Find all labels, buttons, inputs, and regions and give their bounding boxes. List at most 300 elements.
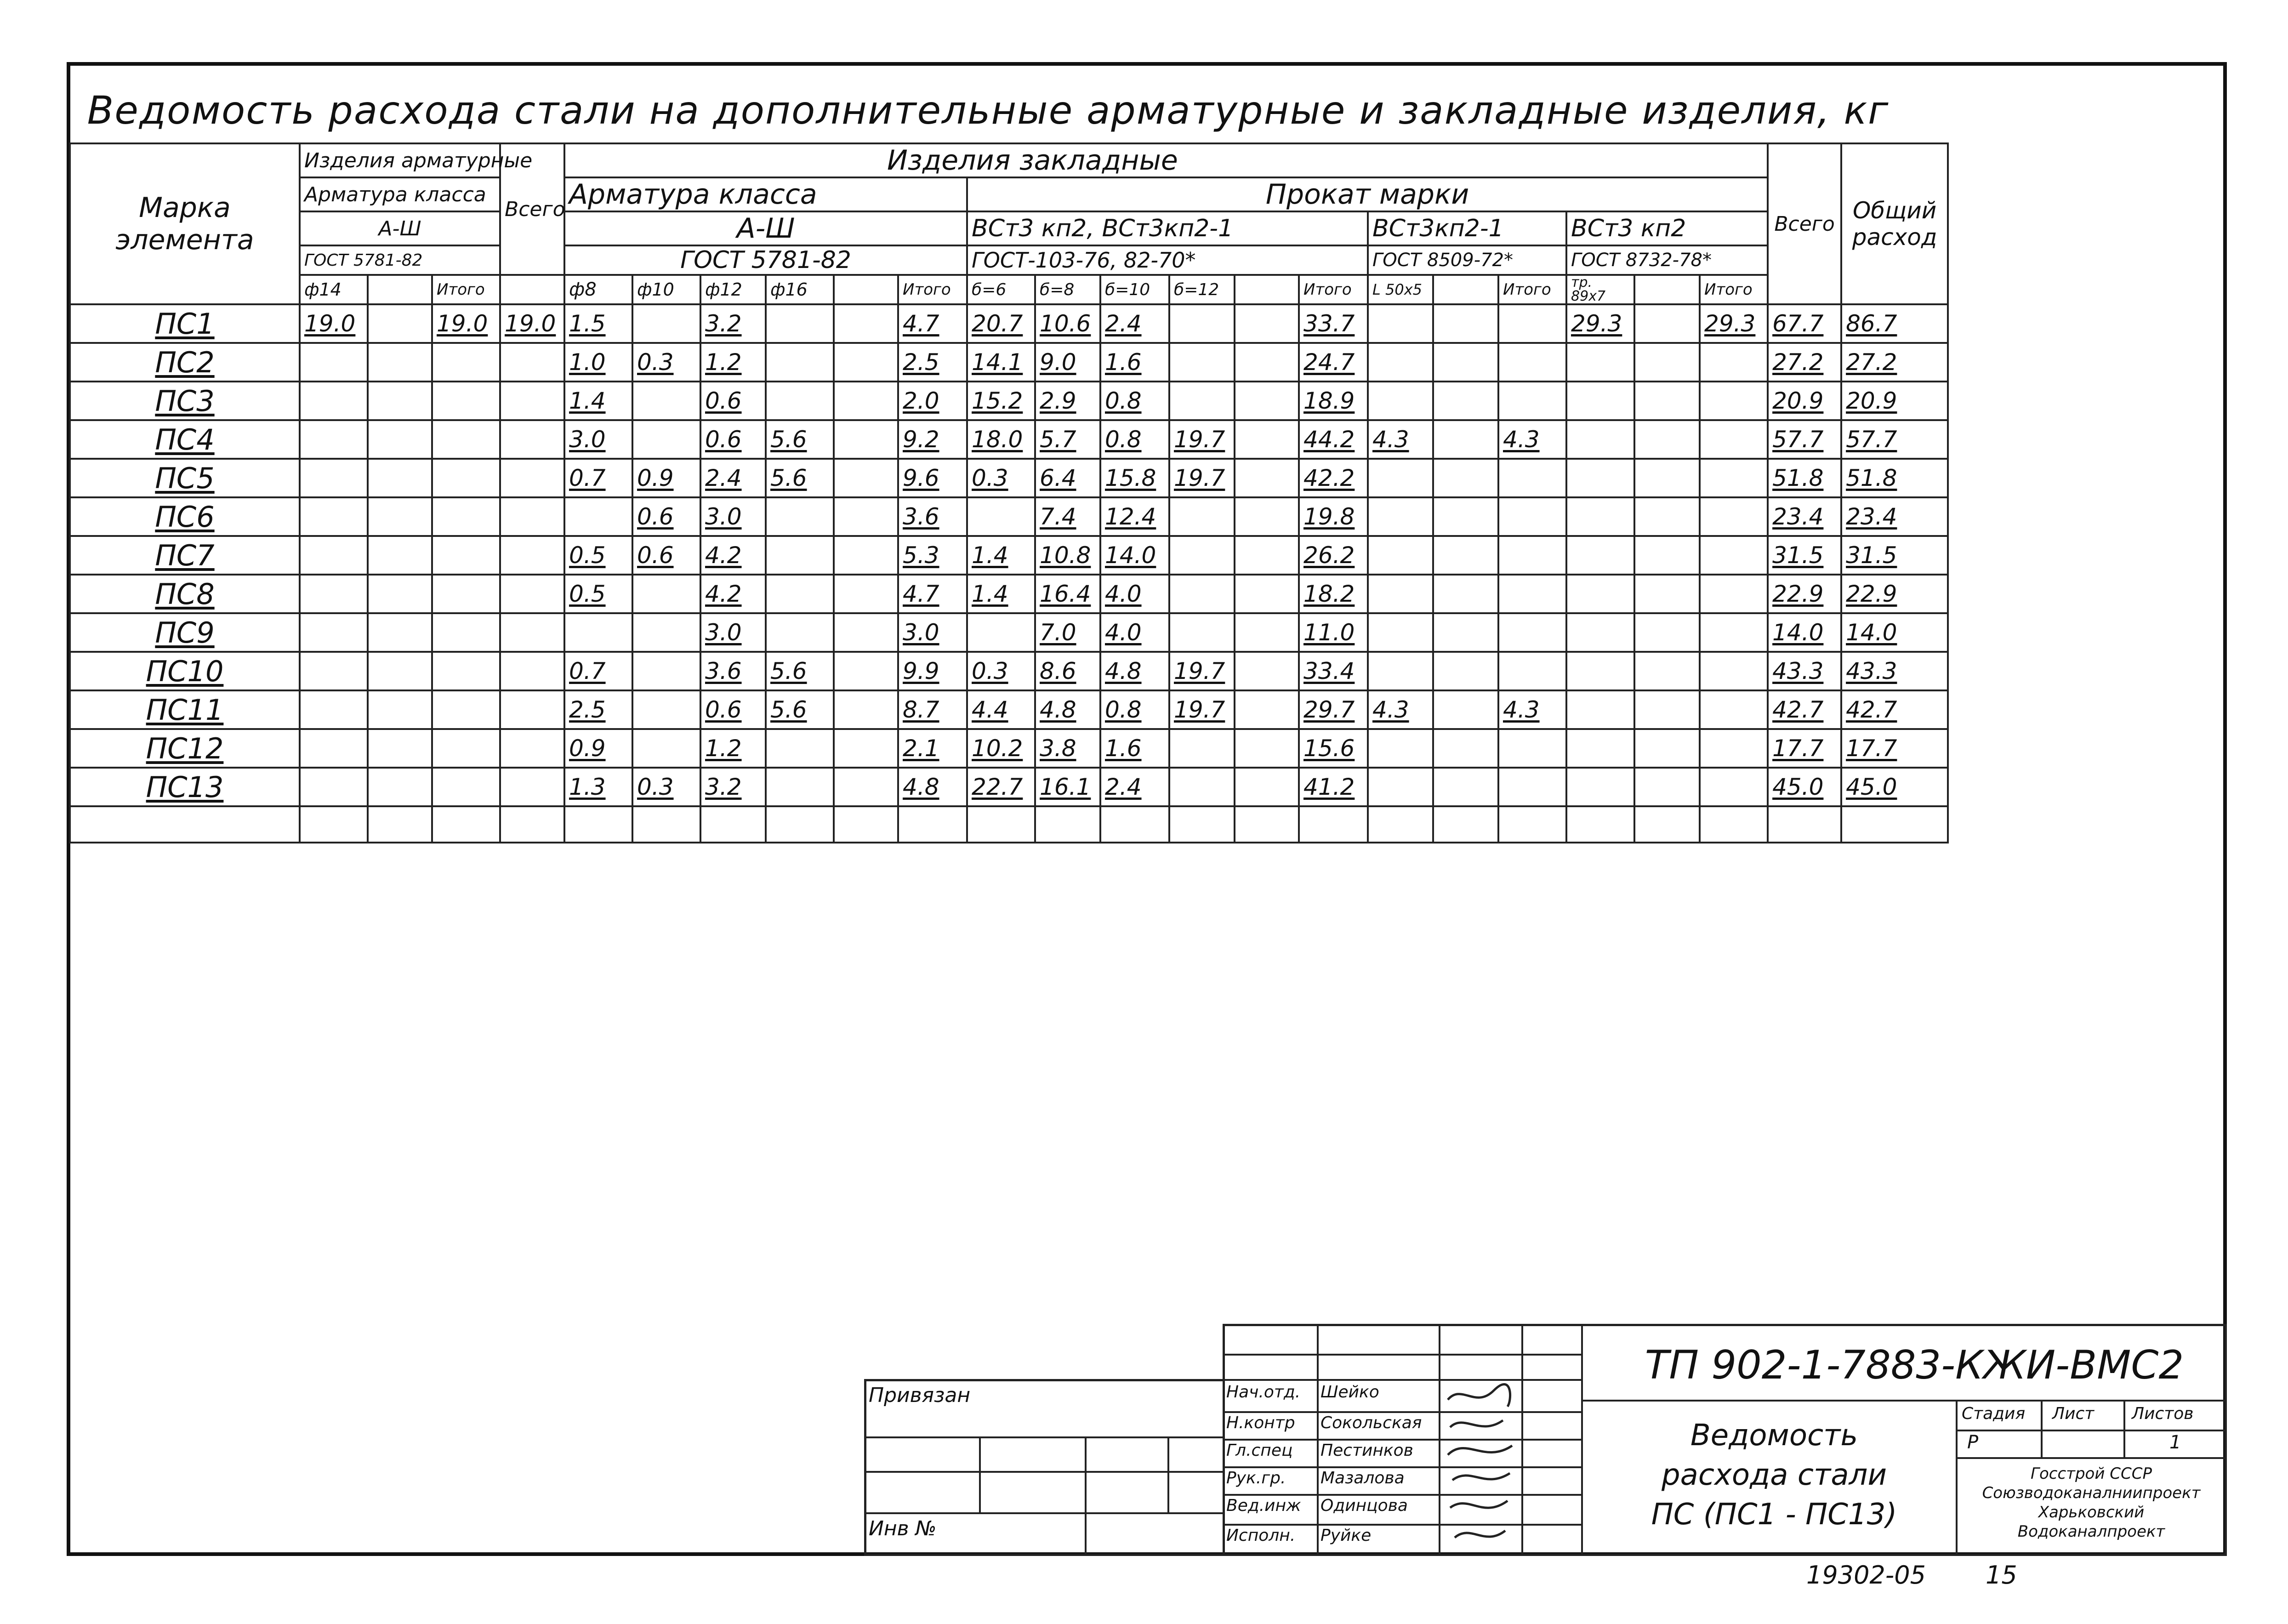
table-cell: 1.5 (564, 304, 632, 343)
table-cell (432, 690, 500, 729)
table-cell (300, 459, 368, 497)
table-cell (1498, 382, 1566, 420)
table-cell (432, 497, 500, 536)
tb-divider (1581, 1400, 2227, 1402)
mark-header: Марка элемента (70, 143, 300, 304)
table-cell: 9.2 (898, 420, 967, 459)
table-cell: 4.8 (1035, 690, 1100, 729)
element-mark: ПС2 (70, 343, 300, 382)
table-cell: 0.3 (967, 652, 1035, 690)
document-name: Ведомость расхода стали ПС (ПС1 - ПС13) (1651, 1419, 1897, 1532)
table-cell: 4.0 (1100, 575, 1169, 613)
table-cell: 0.9 (632, 459, 700, 497)
table-cell (1700, 806, 1768, 843)
table-cell (834, 806, 898, 843)
table-cell (1700, 690, 1768, 729)
table-cell (1498, 343, 1566, 382)
tb-divider (1223, 1439, 1581, 1441)
table-cell (834, 304, 898, 343)
table-cell (834, 382, 898, 420)
element-mark: ПС8 (70, 575, 300, 613)
table-cell (1634, 343, 1700, 382)
table-cell (368, 459, 432, 497)
table-cell: 0.6 (632, 536, 700, 575)
table-cell: 4.8 (898, 768, 967, 806)
table-cell (766, 575, 834, 613)
table-cell: 31.5 (1841, 536, 1948, 575)
table-cell (1169, 575, 1235, 613)
table-row-empty (70, 806, 1948, 843)
table-cell (632, 652, 700, 690)
table-cell (1368, 613, 1433, 652)
table-cell: 18.2 (1299, 575, 1368, 613)
table-cell: 7.4 (1035, 497, 1100, 536)
arm-class-small-header: Арматура класса (300, 177, 500, 211)
table-cell (1433, 536, 1498, 575)
table-cell (1498, 652, 1566, 690)
table-cell: 45.0 (1768, 768, 1841, 806)
table-cell (1700, 536, 1768, 575)
table-cell (368, 536, 432, 575)
table-cell (1433, 382, 1498, 420)
table-cell: 29.3 (1700, 304, 1768, 343)
col-header: б=8 (1035, 275, 1100, 304)
table-cell (1634, 613, 1700, 652)
table-cell: 2.0 (898, 382, 967, 420)
table-cell (1100, 806, 1169, 843)
table-cell: 0.3 (632, 768, 700, 806)
person-name: Сокольская (1320, 1413, 1422, 1432)
table-cell (834, 768, 898, 806)
table-cell (1368, 536, 1433, 575)
table-cell (1566, 652, 1634, 690)
inv-label: Инв № (869, 1517, 937, 1540)
table-cell: 1.0 (564, 343, 632, 382)
table-cell (368, 420, 432, 459)
table-cell (632, 575, 700, 613)
table-cell (1566, 420, 1634, 459)
sheet-label: Лист (2052, 1404, 2094, 1423)
table-cell: 42.7 (1768, 690, 1841, 729)
table-cell (632, 806, 700, 843)
table-cell: 4.2 (700, 536, 766, 575)
table-row (70, 420, 1948, 459)
role-label: Гл.спец (1226, 1441, 1293, 1460)
table-cell: 33.4 (1299, 652, 1368, 690)
table-cell (1498, 806, 1566, 843)
table-cell: 5.6 (766, 652, 834, 690)
table-cell (432, 575, 500, 613)
col-header: ф14 (300, 275, 368, 304)
col-header: ф12 (700, 275, 766, 304)
table-cell (1700, 343, 1768, 382)
col-header (834, 275, 898, 304)
table-cell (1566, 343, 1634, 382)
table-cell: 1.4 (967, 575, 1035, 613)
table-cell: 15.8 (1100, 459, 1169, 497)
table-cell (1566, 497, 1634, 536)
col-header (368, 275, 432, 304)
table-cell (1768, 806, 1841, 843)
table-cell (432, 382, 500, 420)
table-cell (1700, 382, 1768, 420)
gost3-header: ГОСТ 8732-78* (1566, 245, 1768, 275)
table-cell: 1.6 (1100, 343, 1169, 382)
stage-label: Стадия (1962, 1404, 2026, 1423)
table-cell: 27.2 (1768, 343, 1841, 382)
table-cell (1368, 304, 1433, 343)
table-cell: 4.0 (1100, 613, 1169, 652)
table-cell (432, 729, 500, 768)
table-cell: 3.0 (898, 613, 967, 652)
table-cell: 42.7 (1841, 690, 1948, 729)
table-cell (1634, 575, 1700, 613)
table-cell (1700, 420, 1768, 459)
table-cell (432, 613, 500, 652)
table-cell (1235, 768, 1299, 806)
steel-consumption-table (69, 142, 1949, 843)
table-cell (368, 690, 432, 729)
table-cell (1235, 613, 1299, 652)
table-cell (766, 729, 834, 768)
table-cell (1634, 382, 1700, 420)
table-cell (1700, 729, 1768, 768)
table-cell (1299, 806, 1368, 843)
grade1-header: ВСт3 кп2, ВСт3кп2-1 (967, 211, 1368, 245)
tb-divider (1167, 1436, 1169, 1512)
role-label: Н.контр (1226, 1413, 1295, 1432)
table-cell: 43.3 (1768, 652, 1841, 690)
table-cell: 20.7 (967, 304, 1035, 343)
gost-5781: ГОСТ 5781-82 (564, 245, 967, 275)
table-cell (1235, 536, 1299, 575)
table-cell: 16.4 (1035, 575, 1100, 613)
table-cell: 0.9 (564, 729, 632, 768)
table-cell (1235, 459, 1299, 497)
table-cell (1235, 690, 1299, 729)
table-cell (834, 420, 898, 459)
table-cell (300, 652, 368, 690)
table-cell (1498, 613, 1566, 652)
table-cell (1566, 459, 1634, 497)
table-cell: 0.8 (1100, 420, 1169, 459)
table-cell (368, 613, 432, 652)
table-cell: 2.9 (1035, 382, 1100, 420)
table-cell (1634, 459, 1700, 497)
table-cell (368, 343, 432, 382)
table-cell (1498, 304, 1566, 343)
table-cell (1433, 652, 1498, 690)
table-cell (1368, 768, 1433, 806)
table-cell: 19.0 (432, 304, 500, 343)
table-cell (1169, 613, 1235, 652)
table-cell: 33.7 (1299, 304, 1368, 343)
table-row (70, 304, 1948, 343)
col-header: Итого (1299, 275, 1368, 304)
table-cell (300, 768, 368, 806)
table-cell (368, 806, 432, 843)
table-cell: 1.4 (564, 382, 632, 420)
table-cell: 20.9 (1768, 382, 1841, 420)
table-cell: 4.3 (1498, 420, 1566, 459)
table-cell (1433, 304, 1498, 343)
table-cell (1634, 768, 1700, 806)
table-cell (834, 613, 898, 652)
col-header: тр. 89х7 (1566, 275, 1634, 304)
table-cell (300, 613, 368, 652)
table-cell: 14.1 (967, 343, 1035, 382)
element-mark: ПС5 (70, 459, 300, 497)
table-cell (1169, 343, 1235, 382)
table-cell (766, 343, 834, 382)
element-mark: ПС4 (70, 420, 300, 459)
table-cell (967, 613, 1035, 652)
table-cell (432, 806, 500, 843)
stage-value: Р (1967, 1432, 1979, 1453)
table-cell: 8.6 (1035, 652, 1100, 690)
table-cell (1566, 536, 1634, 575)
table-cell (632, 690, 700, 729)
table-cell (1235, 304, 1299, 343)
table-cell (432, 768, 500, 806)
grade2-header: ВСт3кп2-1 (1368, 211, 1566, 245)
table-cell (1169, 729, 1235, 768)
tb-divider (1223, 1524, 1581, 1526)
table-cell: 51.8 (1841, 459, 1948, 497)
table-cell: 0.6 (700, 690, 766, 729)
element-mark: ПС1 (70, 304, 300, 343)
table-cell: 29.7 (1299, 690, 1368, 729)
table-cell: 18.0 (967, 420, 1035, 459)
table-cell (1700, 768, 1768, 806)
table-cell (1498, 768, 1566, 806)
table-cell (1368, 459, 1433, 497)
arm-class-a3: А-Ш (564, 211, 967, 245)
person-name: Мазалова (1320, 1469, 1405, 1487)
table-row (70, 536, 1948, 575)
table-cell (1634, 729, 1700, 768)
tb-divider (1223, 1379, 1581, 1381)
table-cell (834, 459, 898, 497)
table-cell (1433, 690, 1498, 729)
col-header: Итого (898, 275, 967, 304)
table-row (70, 690, 1948, 729)
table-cell: 7.0 (1035, 613, 1100, 652)
table-cell (500, 652, 564, 690)
table-cell: 0.5 (564, 575, 632, 613)
table-cell: 3.2 (700, 304, 766, 343)
col-header (1634, 275, 1700, 304)
arm-class-header: Арматура класса (564, 177, 967, 211)
table-cell: 19.0 (500, 304, 564, 343)
table-cell: 3.0 (564, 420, 632, 459)
table-cell (1433, 497, 1498, 536)
table-cell: 4.3 (1368, 690, 1433, 729)
table-row (70, 459, 1948, 497)
element-mark: ПС13 (70, 768, 300, 806)
table-cell (432, 652, 500, 690)
sheets-value: 1 (2169, 1432, 2181, 1453)
table-row (70, 497, 1948, 536)
table-cell (834, 536, 898, 575)
table-cell: 19.8 (1299, 497, 1368, 536)
table-cell (1235, 806, 1299, 843)
table-cell (632, 382, 700, 420)
person-name: Пестинков (1320, 1441, 1413, 1460)
table-cell (766, 613, 834, 652)
grade3-header: ВСт3 кп2 (1566, 211, 1768, 245)
table-cell: 2.5 (898, 343, 967, 382)
table-cell (1368, 652, 1433, 690)
table-cell: 4.7 (898, 575, 967, 613)
table-cell (1169, 536, 1235, 575)
table-cell: 0.7 (564, 652, 632, 690)
table-cell: 8.7 (898, 690, 967, 729)
table-cell: 41.2 (1299, 768, 1368, 806)
table-cell: 3.6 (700, 652, 766, 690)
table-cell: 18.9 (1299, 382, 1368, 420)
person-name: Руйке (1320, 1526, 1372, 1545)
table-cell (500, 613, 564, 652)
tb-divider (1223, 1494, 1581, 1496)
table-cell (1433, 420, 1498, 459)
table-row (70, 343, 1948, 382)
table-cell: 16.1 (1035, 768, 1100, 806)
table-cell (300, 497, 368, 536)
table-cell (1566, 729, 1634, 768)
table-cell (1169, 382, 1235, 420)
col-header (1433, 275, 1498, 304)
table-cell: 0.8 (1100, 690, 1169, 729)
table-cell (1235, 420, 1299, 459)
rolled-header: Прокат марки (967, 177, 1768, 211)
table-cell (1700, 575, 1768, 613)
table-cell: 4.4 (967, 690, 1035, 729)
table-cell (1700, 459, 1768, 497)
table-cell: 3.8 (1035, 729, 1100, 768)
element-mark: ПС12 (70, 729, 300, 768)
tb-divider (2041, 1400, 2043, 1457)
table-cell: 86.7 (1841, 304, 1948, 343)
table-cell (1035, 806, 1100, 843)
table-cell: 17.7 (1768, 729, 1841, 768)
table-cell (368, 729, 432, 768)
table-cell (368, 768, 432, 806)
table-cell (1433, 806, 1498, 843)
table-cell: 19.0 (300, 304, 368, 343)
table-cell (967, 497, 1035, 536)
table-cell (300, 343, 368, 382)
table-cell (300, 575, 368, 613)
table-cell (632, 420, 700, 459)
table-cell: 26.2 (1299, 536, 1368, 575)
table-cell (70, 806, 300, 843)
arm-class-a3-small: А-Ш (300, 211, 500, 245)
person-name: Одинцова (1320, 1496, 1408, 1515)
col-header: ф16 (766, 275, 834, 304)
tb-divider (1223, 1354, 1581, 1356)
table-cell: 27.2 (1841, 343, 1948, 382)
bound-label: Привязан (869, 1384, 971, 1407)
table-cell (1700, 497, 1768, 536)
table-cell: 0.5 (564, 536, 632, 575)
table-cell: 4.3 (1498, 690, 1566, 729)
element-mark: ПС6 (70, 497, 300, 536)
table-cell (300, 806, 368, 843)
table-cell (1566, 768, 1634, 806)
role-label: Нач.отд. (1226, 1383, 1301, 1402)
table-cell: 19.7 (1169, 652, 1235, 690)
table-cell (1498, 459, 1566, 497)
table-cell (432, 420, 500, 459)
table-cell (1169, 304, 1235, 343)
table-cell: 5.6 (766, 690, 834, 729)
table-cell (500, 420, 564, 459)
table-cell (368, 497, 432, 536)
table-cell (500, 497, 564, 536)
col-header: б=12 (1169, 275, 1235, 304)
table-cell: 14.0 (1768, 613, 1841, 652)
table-cell (1235, 652, 1299, 690)
table-cell (500, 768, 564, 806)
archive-number: 19302-05 (1806, 1561, 1926, 1590)
col-header: Итого (1700, 275, 1768, 304)
table-cell (500, 575, 564, 613)
table-cell (834, 652, 898, 690)
table-cell (1634, 420, 1700, 459)
tb-divider (864, 1471, 1225, 1473)
table-cell: 0.6 (700, 382, 766, 420)
element-mark: ПС7 (70, 536, 300, 575)
table-cell (432, 536, 500, 575)
sheet-title: Ведомость расхода стали на дополнительные арматурные и закладные изделия, кг (87, 88, 1890, 133)
table-cell: 3.2 (700, 768, 766, 806)
tb-divider (1956, 1430, 2227, 1431)
table-cell: 0.8 (1100, 382, 1169, 420)
table-cell (1235, 382, 1299, 420)
table-cell (1368, 497, 1433, 536)
table-cell: 17.7 (1841, 729, 1948, 768)
table-cell (500, 382, 564, 420)
element-mark: ПС3 (70, 382, 300, 420)
table-cell (1368, 382, 1433, 420)
table-cell: 10.8 (1035, 536, 1100, 575)
table-cell: 12.4 (1100, 497, 1169, 536)
table-cell: 15.6 (1299, 729, 1368, 768)
table-cell: 14.0 (1841, 613, 1948, 652)
table-cell (1700, 652, 1768, 690)
table-cell (300, 420, 368, 459)
table-cell (1634, 690, 1700, 729)
table-cell (967, 806, 1035, 843)
table-cell (766, 382, 834, 420)
table-cell: 22.9 (1841, 575, 1948, 613)
table-cell (500, 806, 564, 843)
table-cell: 1.4 (967, 536, 1035, 575)
col-header: Итого (432, 275, 500, 304)
table-cell (1433, 459, 1498, 497)
table-row (70, 768, 1948, 806)
table-cell (1634, 806, 1700, 843)
table-cell: 4.7 (898, 304, 967, 343)
table-cell (834, 729, 898, 768)
table-cell (834, 575, 898, 613)
total-small-header: Всего (500, 143, 564, 275)
table-cell: 3.0 (700, 613, 766, 652)
table-row (70, 613, 1948, 652)
table-cell: 5.6 (766, 459, 834, 497)
element-mark: ПС11 (70, 690, 300, 729)
